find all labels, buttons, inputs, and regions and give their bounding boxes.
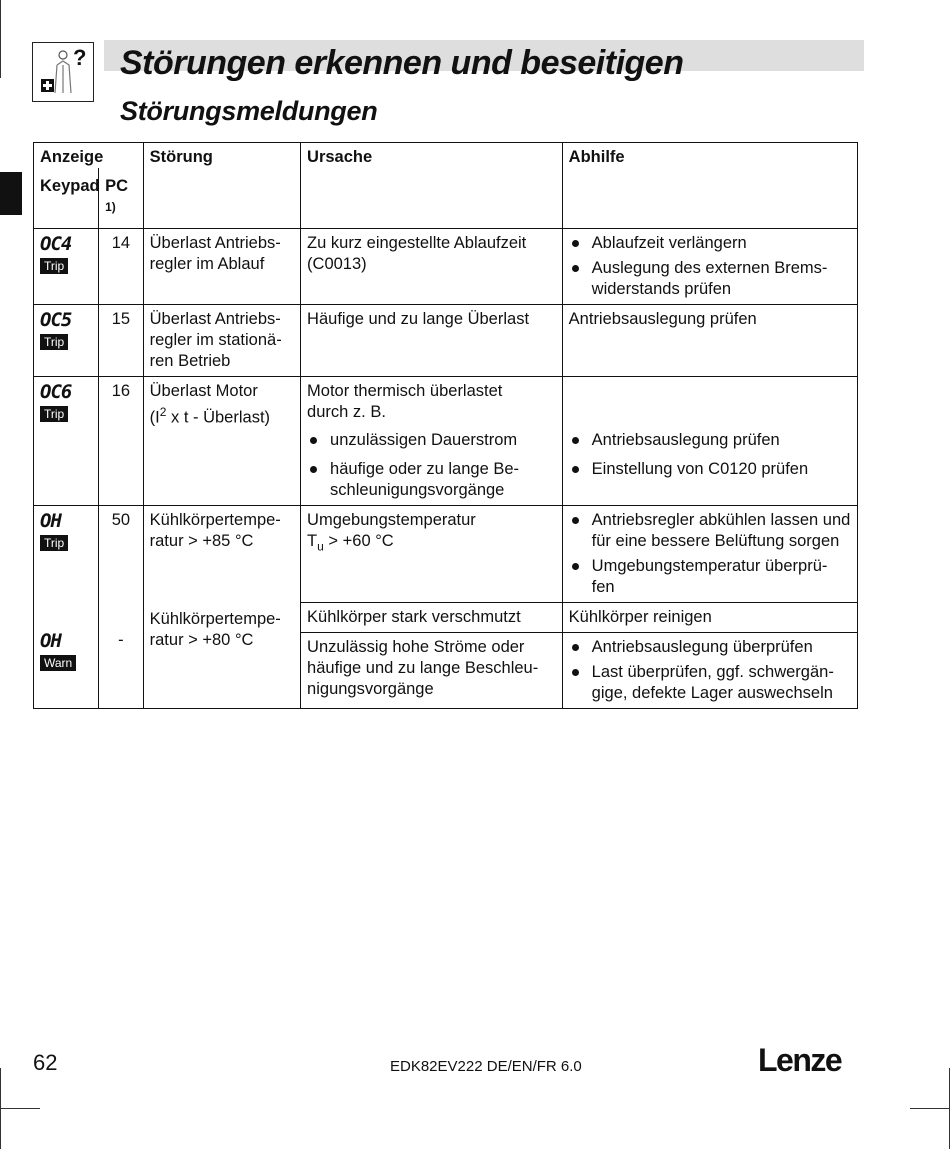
fault-code: OC5 — [40, 308, 72, 331]
status-badge: Warn — [40, 655, 76, 671]
troubleshooting-icon — [32, 42, 94, 102]
stoerung-cell: Überlast Antriebs- regler im Ablauf — [143, 228, 300, 304]
ursache-cell: Umgebungstemperatur $T_u > +60$ °C — [301, 505, 563, 602]
fault-code: OC6 — [40, 380, 72, 403]
svg-text:?: ? — [73, 45, 87, 70]
status-badge: Trip — [40, 406, 68, 422]
header-keypad: Keypad — [34, 168, 99, 228]
header-stoerung: Störung — [143, 143, 300, 229]
ursache-cell: Häufige und zu lange Überlast — [301, 304, 563, 376]
abhilfe-cell — [562, 228, 857, 304]
table-row — [34, 505, 858, 602]
list-item: Umgebungstemperatur überprü- fen — [569, 556, 851, 598]
pc-cell: 50 - — [99, 505, 144, 708]
status-badge: Trip — [40, 535, 68, 551]
stoerung-cell: Überlast Antriebs- regler im stationä- ren Betrieb — [143, 304, 300, 376]
list-item: Ablaufzeit verlängern — [569, 233, 851, 254]
list-item: Einstellung von C0120 prüfen — [569, 459, 851, 480]
list-item: häufige oder zu lange Be- schleunigungsvorgänge — [307, 459, 556, 501]
section-subtitle: Störungsmeldungen — [120, 96, 378, 126]
list-item: unzulässigen Dauerstrom — [307, 430, 556, 451]
list-item: Last überprüfen, ggf. schwergän- gige, defekte Lager auswechseln — [569, 662, 851, 704]
header-anzeige: Anzeige — [34, 143, 144, 169]
ursache-cell: Motor thermisch überlastet durch z. B. unzulässigen Dauerstrom häufige oder zu lange Be- schleunigungsvorgänge — [301, 376, 563, 505]
abhilfe-cell — [562, 632, 857, 708]
lenze-logo: Lenze — [758, 1042, 842, 1078]
crop-mark — [0, 1108, 40, 1109]
status-badge: Trip — [40, 258, 68, 274]
table-row — [34, 228, 858, 304]
header-abhilfe: Abhilfe — [562, 143, 857, 229]
ursache-cell: Kühlkörper stark verschmutzt — [301, 602, 563, 632]
fault-code: OC4 — [40, 232, 72, 255]
error-messages-table — [33, 142, 858, 709]
keypad-cell — [34, 228, 99, 304]
crop-mark — [0, 0, 1, 78]
header-pc: PC $^{1)}$ — [99, 168, 144, 228]
fault-code: OH — [40, 509, 61, 532]
ursache-cell: Zu kurz eingestellte Ablaufzeit (C0013) — [301, 228, 563, 304]
header-ursache: Ursache — [301, 143, 563, 229]
side-tab-marker — [0, 172, 22, 215]
table-row — [34, 376, 858, 505]
pc-cell: 14 — [99, 228, 144, 304]
keypad-cell — [34, 376, 99, 505]
document-id: EDK82EV222 DE/EN/FR 6.0 — [390, 1058, 582, 1075]
fault-code: OH — [40, 629, 61, 652]
table-row — [34, 304, 858, 376]
keypad-cell — [34, 505, 99, 708]
crop-mark — [910, 1108, 950, 1109]
table-header-row — [34, 143, 858, 169]
list-item: Antriebsregler abkühlen lassen und für eine bessere Belüftung sorgen — [569, 510, 851, 552]
list-item: Auslegung des externen Brems- widerstands prüfen — [569, 258, 851, 300]
ursache-cell: Unzulässig hohe Ströme oder häufige und zu lange Beschleu- nigungsvorgänge — [301, 632, 563, 708]
abhilfe-cell: Antriebsauslegung prüfen — [562, 304, 857, 376]
abhilfe-cell: Kühlkörper reinigen — [562, 602, 857, 632]
abhilfe-cell — [562, 505, 857, 602]
page-title: Störungen erkennen und beseitigen — [120, 44, 684, 82]
pc-cell: 15 — [99, 304, 144, 376]
status-badge: Trip — [40, 334, 68, 350]
keypad-cell — [34, 304, 99, 376]
stoerung-cell: Kühlkörpertempe- ratur > +85 °C Kühlkörpertempe- ratur > +80 °C — [143, 505, 300, 708]
page-number: 62 — [33, 1050, 58, 1075]
list-item: Antriebsauslegung überprüfen — [569, 637, 851, 658]
pc-cell: 16 — [99, 376, 144, 505]
stoerung-cell: Überlast Motor ($I^2$ x t - Überlast) — [143, 376, 300, 505]
list-item: Antriebsauslegung prüfen — [569, 430, 851, 451]
abhilfe-cell — [562, 376, 857, 505]
crop-mark — [0, 1068, 1, 1149]
